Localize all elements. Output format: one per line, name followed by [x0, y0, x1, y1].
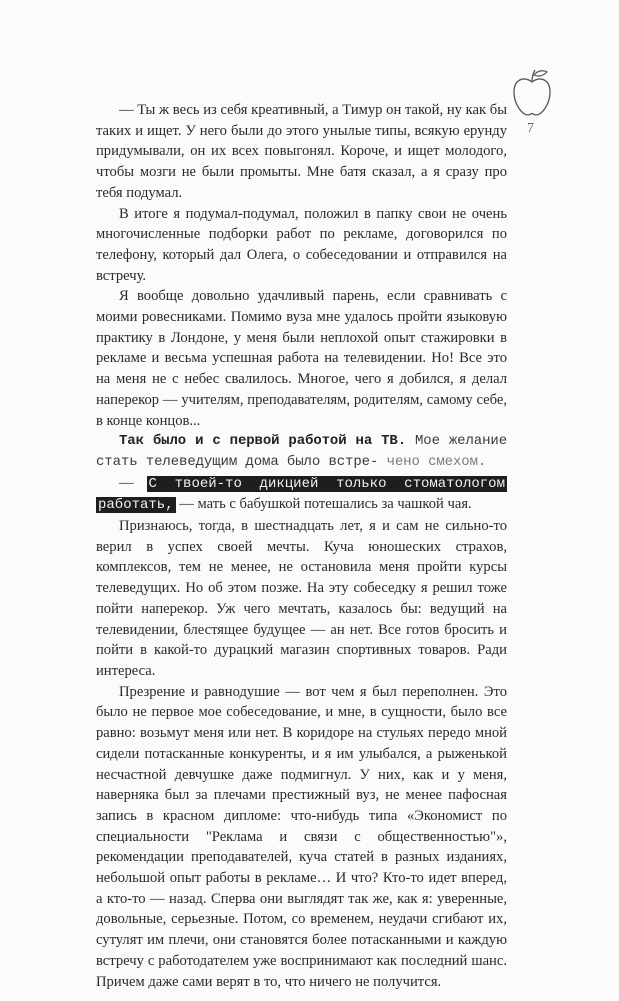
paragraph: В итоге я подумал-подумал, положил в папку свои не очень многочисленные подборки работ по рекламе, договорился по телефону, который дал Олега, о собеседовании и отправился на встречу. — [96, 205, 507, 284]
quote-dash: — — [119, 474, 147, 491]
apple-icon — [510, 66, 554, 118]
highlight-text-2: работать, — [98, 497, 174, 514]
typewriter-faded: чено смехом. — [386, 453, 487, 470]
quote-paragraph — [96, 473, 507, 516]
paragraph: Признаюсь, тогда, в шестнадцать лет, я и сам не сильно-то верил в успех своей мечты. Куча юношеских страхов, комплексов, тем не менее, не остановила меня пройти курсы телеведущих. Но об этом позже. На эту собеседку я решил тоже пойти наперекор. Уж чего мечтать, казалось бы: ведущий на телевидении, блестящее будущее — ан нет. Все готов бросить и пойти в какой-то дурацкий магазин спортивных товаров. Ради интереса. — [96, 518, 507, 679]
highlight-text-1: С твоей-то дикцией только стоматологом — [148, 475, 505, 492]
page-number: 7 — [527, 121, 534, 136]
page-text — [96, 100, 507, 992]
typewriter-bold: Так было и с первой работой на ТВ. — [119, 433, 407, 450]
paragraph: Я вообще довольно удачливый парень, если сравнивать с моими ровесниками. Помимо вуза мне удалось пройти языковую практику в Лондоне, у меня были неплохой опыт стажировки в рекламе и весьма успешная работа на телевидении. Но! Все это на меня не с небес свалилось. Многое, чего я добился, я делал наперекор — учителям, преподавателям, родителям, самому себе, в конце концов... — [96, 288, 507, 429]
typewriter-paragraph — [96, 431, 507, 472]
typewriter-rest: Мое желание стать телеведущим дома было встре- — [96, 433, 507, 470]
quote-tail: — мать с бабушкой потешались за чашкой чая. — [175, 496, 472, 513]
paragraph: Презрение и равнодушие — вот чем я был переполнен. Это было не первое мое собеседование, и мне, в сущности, было все равно: возьмут меня или нет. В коридоре на стульях передо мной сидели потасканные конкуренты, и я им улыбался, а рыженькой несчастной девчушке даже подмигнул. У них, как и у меня, наверняка был за плечами престижный вуз, не менее пафосная запись в красном дипломе: что-нибудь типа «Экономист по специальности "Реклама и связи с общественностью"», рекомендации преподавателей, куча статей в разных изданиях, небольшой опыт работы в рекламе… И что? Кто-то идет вперед, а кто-то — назад. Сперва они выглядят так же, как я: уверенные, довольные, серьезные. Потом, со временем, неудачи сгибают их, сутулят им плечи, они становятся более потасканными и каждую встречу с работодателем уже воспринимают как последний шанс. Причем даже сами верят в то, что ничего не получится. — [96, 683, 507, 990]
paragraph: — Ты ж весь из себя креативный, а Тимур он такой, ну как бы таких и ищет. У него были до этого унылые типы, всякую ерунду придумывали, он их всех повыгонял. Короче, и ищет молодого, чтобы мозги не были промыты. Мне батя сказал, а я сразу про тебя подумал. — [96, 102, 507, 201]
